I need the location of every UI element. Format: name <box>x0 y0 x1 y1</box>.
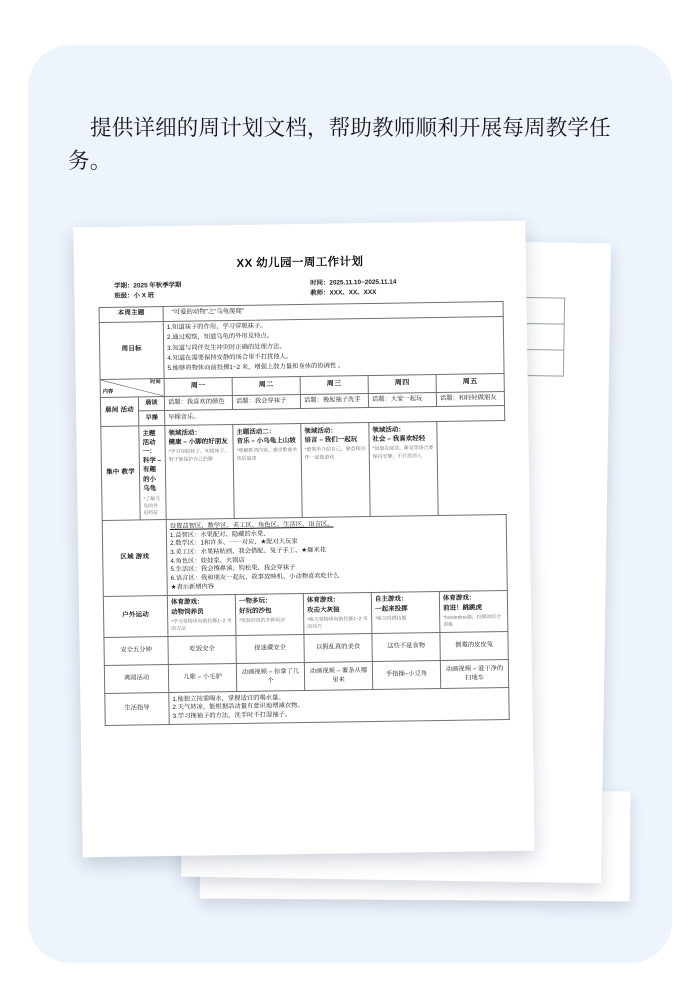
outdoor-note: *体验沙包的多种玩法 <box>239 618 286 625</box>
teaching-cell-thu <box>301 423 370 518</box>
term-label: 学期：2025 年秋季学期 <box>114 281 182 290</box>
teaching-cell-wed <box>233 424 302 519</box>
outdoor-cell-thu <box>371 591 440 633</box>
goal-item: 1.知道袜子的作用，学习穿脱袜子。 <box>166 322 267 332</box>
outdoor-kind: 体育游戏： <box>306 596 340 605</box>
document-meta <box>98 276 502 303</box>
morning-reading-fri: 话题：和轻轻做朋友 <box>436 391 504 407</box>
teaching-note: *学习穿脱袜子、知道袜子、鞋子能保护自己的脚 <box>168 449 230 463</box>
outdoor-title: 一起来投掷 <box>374 605 408 613</box>
zone-games-header: 设置益智区、数学区、美工区、角色区、生活区、语言区。 <box>169 520 334 530</box>
outdoor-title: 好玩的沙包 <box>239 607 272 615</box>
corner-time-label: 时间 <box>150 379 161 386</box>
safety-cell-wed: 以假乱真的美食 <box>304 634 372 663</box>
weekly-plan-table <box>99 301 510 726</box>
intro-paragraph: 提供详细的周计划文档，帮助教师顺利开展每周教学任务。 <box>68 116 611 174</box>
goal-item: 4.知道在需要保持安静的场合里不打扰他人。 <box>167 352 293 362</box>
zone-item: 3.美工区：水果粘贴画、我会搭配、兔子手工、★爆米花 <box>170 546 326 556</box>
morning-reading-wed: 话题：挽起袖子洗手 <box>300 393 368 409</box>
safety-cell-mon: 吃饭安全 <box>168 636 236 665</box>
life-guidance-cell <box>169 688 509 725</box>
teaching-kind: 领域活动： <box>304 427 337 435</box>
outdoor-cell-tue <box>235 593 304 635</box>
life-guidance-item: 1.能独立按需喝水，掌握适宜的喝水量。 <box>172 693 285 703</box>
corner-content-label: 内容 <box>102 388 114 395</box>
teaching-cell-tue <box>165 425 234 520</box>
teaching-note: *理解歌词内容，感受歌曲欢快的旋律 <box>236 448 298 462</box>
teaching-kind: 主题活动二： <box>236 427 276 436</box>
morning-reading-label: 晨读 <box>138 396 164 411</box>
outdoor-cell-wed <box>303 592 372 634</box>
goal-item: 3.知道与同伴发生冲突时正确的处理方法。 <box>167 342 286 352</box>
life-guidance-label: 生活指导 <box>105 693 169 726</box>
zone-games-label: 区域 游戏 <box>102 520 167 596</box>
outdoor-title: 攻击大灰狼 <box>307 606 340 614</box>
departure-label: 离园活动 <box>104 665 168 694</box>
outdoor-kind: 体育游戏： <box>170 598 204 607</box>
safety-cell-thu: 这些不是食物 <box>372 633 440 662</box>
outdoor-note: *练习投掷技能 <box>375 616 407 623</box>
meta-left-column <box>114 279 296 302</box>
outdoor-title: 动物饲养员 <box>171 608 204 616</box>
zone-games-footnote: ★表示新增内容 <box>170 583 215 591</box>
zone-games-cell <box>166 515 507 596</box>
teaching-title: 科学 – 有趣的小乌龟 <box>142 457 162 493</box>
outdoor-kind: 体育游戏： <box>442 594 476 603</box>
day-header-mon: 周一 <box>164 377 232 396</box>
teaching-kind: 领域活动： <box>168 429 201 437</box>
goal-item: 2.通过观察，知道乌龟的外形及特点。 <box>166 332 274 342</box>
outdoor-kind: 自主游戏： <box>374 595 408 604</box>
theme-value: “可爱的动物”之“乌龟爬爬” <box>163 301 503 321</box>
safety-label: 安全五分钟 <box>104 637 168 666</box>
departure-cell-fri: 动画视频 – 爱干净的扫地车 <box>440 660 508 689</box>
teaching-cell-mon <box>139 426 166 521</box>
teaching-kind: 领域活动： <box>372 426 405 434</box>
teaching-note: *能简单介绍自己，愿意和同伴一起做游戏 <box>304 447 366 461</box>
morning-activity-label: 晨间 活动 <box>100 397 138 427</box>
teaching-note: *了解乌龟的外形特征 <box>143 496 161 517</box>
weekly-plan-document[interactable] <box>73 221 534 858</box>
teaching-title: 健康 – 小脚的好朋友 <box>168 437 228 446</box>
departure-cell-mon: 儿歌 – 小毛驴 <box>168 664 236 693</box>
day-header-fri: 周五 <box>436 373 504 392</box>
table-row-goals <box>99 316 504 379</box>
meta-right-column <box>296 276 492 300</box>
goal-item: 5.能够将物体向前投掷1~2 米，增强上肢力量和身体的协调性 。 <box>167 362 345 372</box>
class-label: 班级：小 X 班 <box>114 292 155 301</box>
safety-cell-fri: 倒霉的皮皮兔 <box>440 632 508 661</box>
outdoor-cell-mon <box>167 594 236 636</box>
zone-item: 5.生活区：我会擦鼻涕、钩松果、我会穿袜子 <box>170 564 296 574</box>
departure-cell-wed: 动画视频 – 薯条从哪里来 <box>304 662 372 691</box>
day-header-tue: 周二 <box>232 376 300 395</box>
morning-exercise-label: 早操 <box>139 411 165 426</box>
corner-header-cell <box>100 378 164 397</box>
theme-label: 本周主题 <box>99 306 163 322</box>
outdoor-note: *borderline跑、投掷的综合训练 <box>443 615 502 629</box>
table-row-teaching <box>101 421 506 521</box>
morning-reading-thu: 话题：大家一起玩 <box>368 392 436 408</box>
teaching-title: 语言 – 我们一起玩 <box>304 435 358 444</box>
life-guidance-item: 2.天气转凉，能根据活动量有意识地增减衣物。 <box>172 702 304 712</box>
zone-item: 6.语言区：我和朋友一起玩、故事放映机、小动物喜欢吃什么 <box>170 572 340 582</box>
day-header-thu: 周四 <box>368 374 436 393</box>
table-row-zone-games <box>102 515 507 596</box>
outdoor-title: 前进！跳跳虎 <box>442 603 483 612</box>
table-row-outdoor <box>103 590 508 637</box>
zone-item: 4.角色区：娃娃家、火锅店 <box>170 556 245 565</box>
outdoor-label: 户外运动 <box>103 595 168 637</box>
date-label: 时间：2025.11.10~2025.11.14 <box>310 278 397 287</box>
day-header-wed: 周三 <box>300 375 368 394</box>
departure-cell-thu: 手指操–小豆角 <box>372 661 440 690</box>
teaching-kind: 主题活动一： <box>142 429 156 456</box>
outdoor-note: *学习将物体向前投掷1~2 米的方法 <box>171 619 232 633</box>
document-body <box>98 251 509 726</box>
teaching-title: 音乐 – 小乌龟上山坡 <box>236 436 296 445</box>
life-guidance-item: 3.学习挽袖子的方法，洗手时不打湿袖子。 <box>172 711 292 720</box>
teaching-cell-fri <box>369 422 438 517</box>
goals-cell <box>163 316 504 378</box>
morning-exercise-value: 早操音乐。 <box>165 406 505 426</box>
outdoor-cell-fri <box>439 590 508 632</box>
document-title: XX 幼儿园一周工作计划 <box>236 256 364 270</box>
morning-reading-tue: 话题：我会穿袜子 <box>232 394 300 410</box>
teaching-note: *知道在阅读、睡觉等场合要保持安静，不打扰别人 <box>372 446 434 460</box>
outdoor-note: *练习将物体向前投掷1~2 米的技巧 <box>307 617 368 631</box>
morning-reading-mon: 话题：我喜欢的颜色 <box>164 395 232 411</box>
table-row-life-guidance <box>105 688 509 726</box>
zone-item: 2.数学区：1和许多、一一对应、★配对大玩家 <box>170 538 298 548</box>
safety-cell-tue: 捉迷藏安全 <box>236 635 304 664</box>
teaching-title: 社会 – 我喜欢轻轻 <box>372 434 426 443</box>
goals-label: 周目标 <box>99 321 164 379</box>
teaching-label: 集中 教学 <box>101 426 140 521</box>
zone-item: 1.益智区：水果配对、隐藏的水果、 <box>169 530 270 539</box>
departure-cell-tue: 动画视频 – 你拿了几个 <box>236 663 304 692</box>
outdoor-kind: 一物多玩： <box>238 597 272 606</box>
teacher-label: 教师：XXX、XX、XXX <box>310 289 377 298</box>
